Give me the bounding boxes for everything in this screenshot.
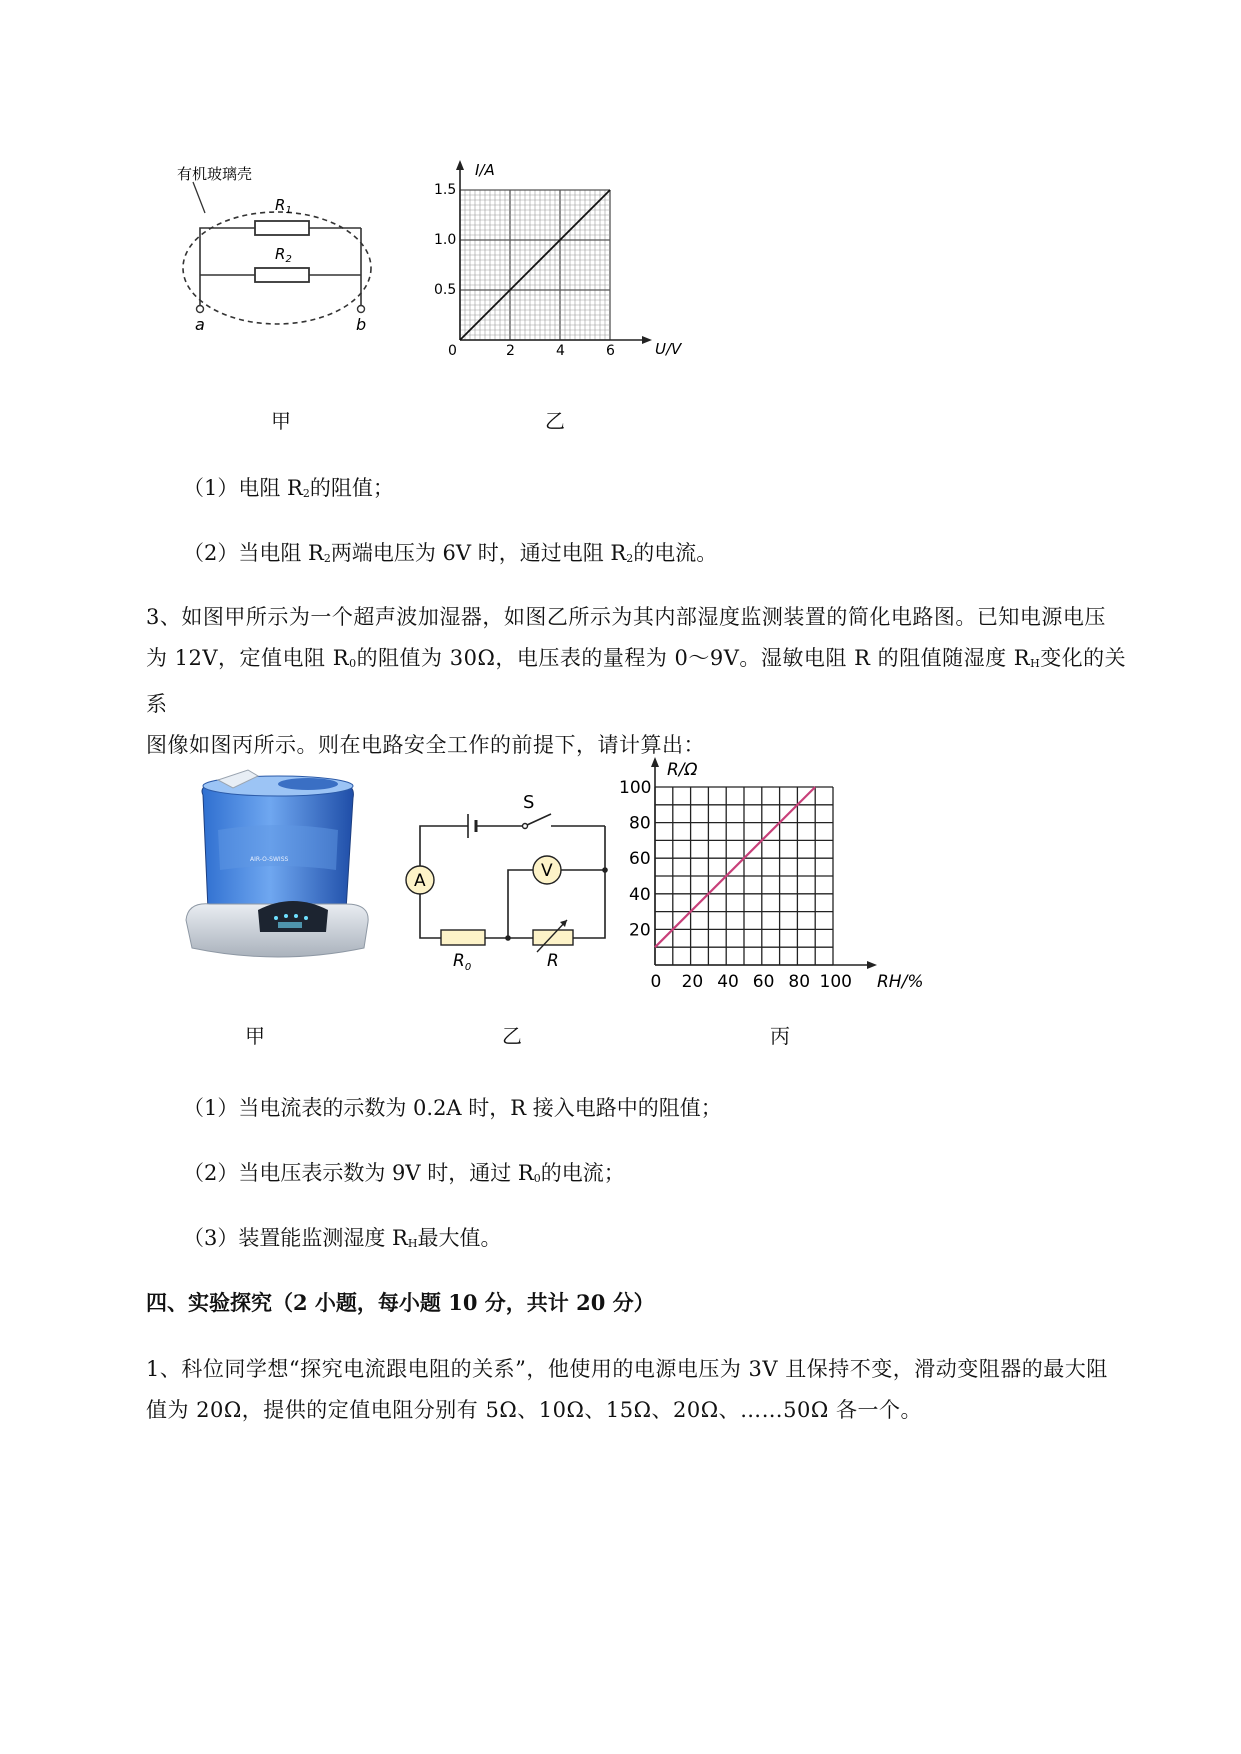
resistor-r1 xyxy=(255,221,309,235)
x-tick-label: 6 xyxy=(606,343,615,359)
q2-item-1: （1）电阻 $R_2$的阻值； xyxy=(183,476,394,500)
x-axis-arrow xyxy=(867,961,877,969)
terminal-a xyxy=(197,306,204,313)
caption-jia-2: 甲 xyxy=(245,1024,265,1048)
r2-label: $R_2$ xyxy=(275,245,292,265)
humidity-resistor-r xyxy=(533,930,573,945)
section4-heading: 四、实验探究（2 小题，每小题 10 分，共计 20 分） xyxy=(146,1290,655,1315)
r-rh-chart xyxy=(619,755,955,1025)
r-label: R xyxy=(547,951,559,971)
q3-paragraph: 3、如图甲所示为一个超声波加湿器，如图乙所示为其内部湿度监测装置的简化电路图。已知电源电压 为 12V，定值电阻 $R_0$的阻值为 30Ω，电压表的量程为 0～9V。湿敏电阻 R 的阻值随湿度 $R_H$变化的关系 图像如图丙所示。则在电路安全工作的前提下，请计算出： xyxy=(146,605,1127,757)
ammeter-label: A xyxy=(414,871,426,891)
y-tick-label: 40 xyxy=(629,884,651,905)
caption-bing-2: 丙 xyxy=(770,1024,790,1048)
switch-s xyxy=(527,814,551,825)
x-axis-arrow xyxy=(642,336,652,344)
x-tick-label: 80 xyxy=(788,972,811,992)
resistor-r0 xyxy=(441,930,485,945)
humidifier-photo xyxy=(178,770,373,970)
voltmeter-label: V xyxy=(541,861,553,881)
x-tick-label: 20 xyxy=(681,972,704,992)
x-tick-label: 4 xyxy=(556,343,565,359)
figure1-circuit xyxy=(165,165,400,365)
humidity-circuit xyxy=(405,790,620,980)
caption-yi-2: 乙 xyxy=(502,1024,522,1048)
q3-item-2: （2）当电压表示数为 9V 时，通过 $R_0$的电流； xyxy=(183,1161,625,1185)
x-axis-label: RH/% xyxy=(877,972,924,992)
y-axis-arrow xyxy=(651,757,659,767)
x-tick-label: 60 xyxy=(752,972,775,992)
caption-jia-1: 甲 xyxy=(271,409,291,433)
q3-item-3: （3）装置能监测湿度 $R_H$最大值。 xyxy=(183,1226,502,1250)
r1-label: $R_1$ xyxy=(275,196,292,216)
y-tick-label: 0.5 xyxy=(434,282,457,298)
switch-label: S xyxy=(523,792,535,813)
humidifier-brand: AIR-O-SWISS xyxy=(250,856,289,863)
x-tick-label: 0 xyxy=(650,972,662,992)
q3-item-1: （1）当电流表的示数为 0.2A 时，R 接入电路中的阻值； xyxy=(183,1096,722,1120)
q2-item-2: （2）当电阻 $R_2$两端电压为 6V 时，通过电阻 $R_2$的电流。 xyxy=(183,541,718,565)
y-tick-label: 1.5 xyxy=(434,182,457,198)
shell-label: 有机玻璃壳 xyxy=(177,165,253,183)
y-tick-label: 100 xyxy=(619,778,652,798)
x-axis-label: U/V xyxy=(655,340,682,358)
r0-label: $R_0$ xyxy=(453,951,472,973)
terminal-a-label: a xyxy=(195,315,205,334)
terminal-b-label: b xyxy=(356,315,367,334)
y-tick-label: 60 xyxy=(629,849,651,870)
y-tick-label: 1.0 xyxy=(434,232,457,248)
x-tick-label: 100 xyxy=(819,972,852,992)
shell-pointer-line xyxy=(193,182,205,213)
y-axis-label: I/A xyxy=(475,161,495,179)
y-axis-label: R/Ω xyxy=(667,760,698,780)
circuit-wire-top xyxy=(200,228,255,305)
iu-chart xyxy=(425,160,695,395)
x-tick-label: 0 xyxy=(448,343,457,359)
y-tick-label: 80 xyxy=(629,813,651,834)
section4-q1: 1、科位同学想“探究电流跟电阻的关系”，他使用的电源电压为 3V 且保持不变，滑动变阻器的最大阻 值为 20Ω，提供的定值电阻分别有 5Ω、10Ω、15Ω、20Ω、……50Ω 各一个。 xyxy=(146,1357,1108,1422)
terminal-b xyxy=(358,306,365,313)
x-tick-label: 2 xyxy=(506,343,515,359)
resistor-r2 xyxy=(255,268,309,282)
y-tick-label: 20 xyxy=(629,920,651,941)
caption-yi-1: 乙 xyxy=(545,409,565,433)
series-line xyxy=(655,787,815,947)
y-axis-arrow xyxy=(456,160,464,170)
x-tick-label: 40 xyxy=(717,972,739,992)
